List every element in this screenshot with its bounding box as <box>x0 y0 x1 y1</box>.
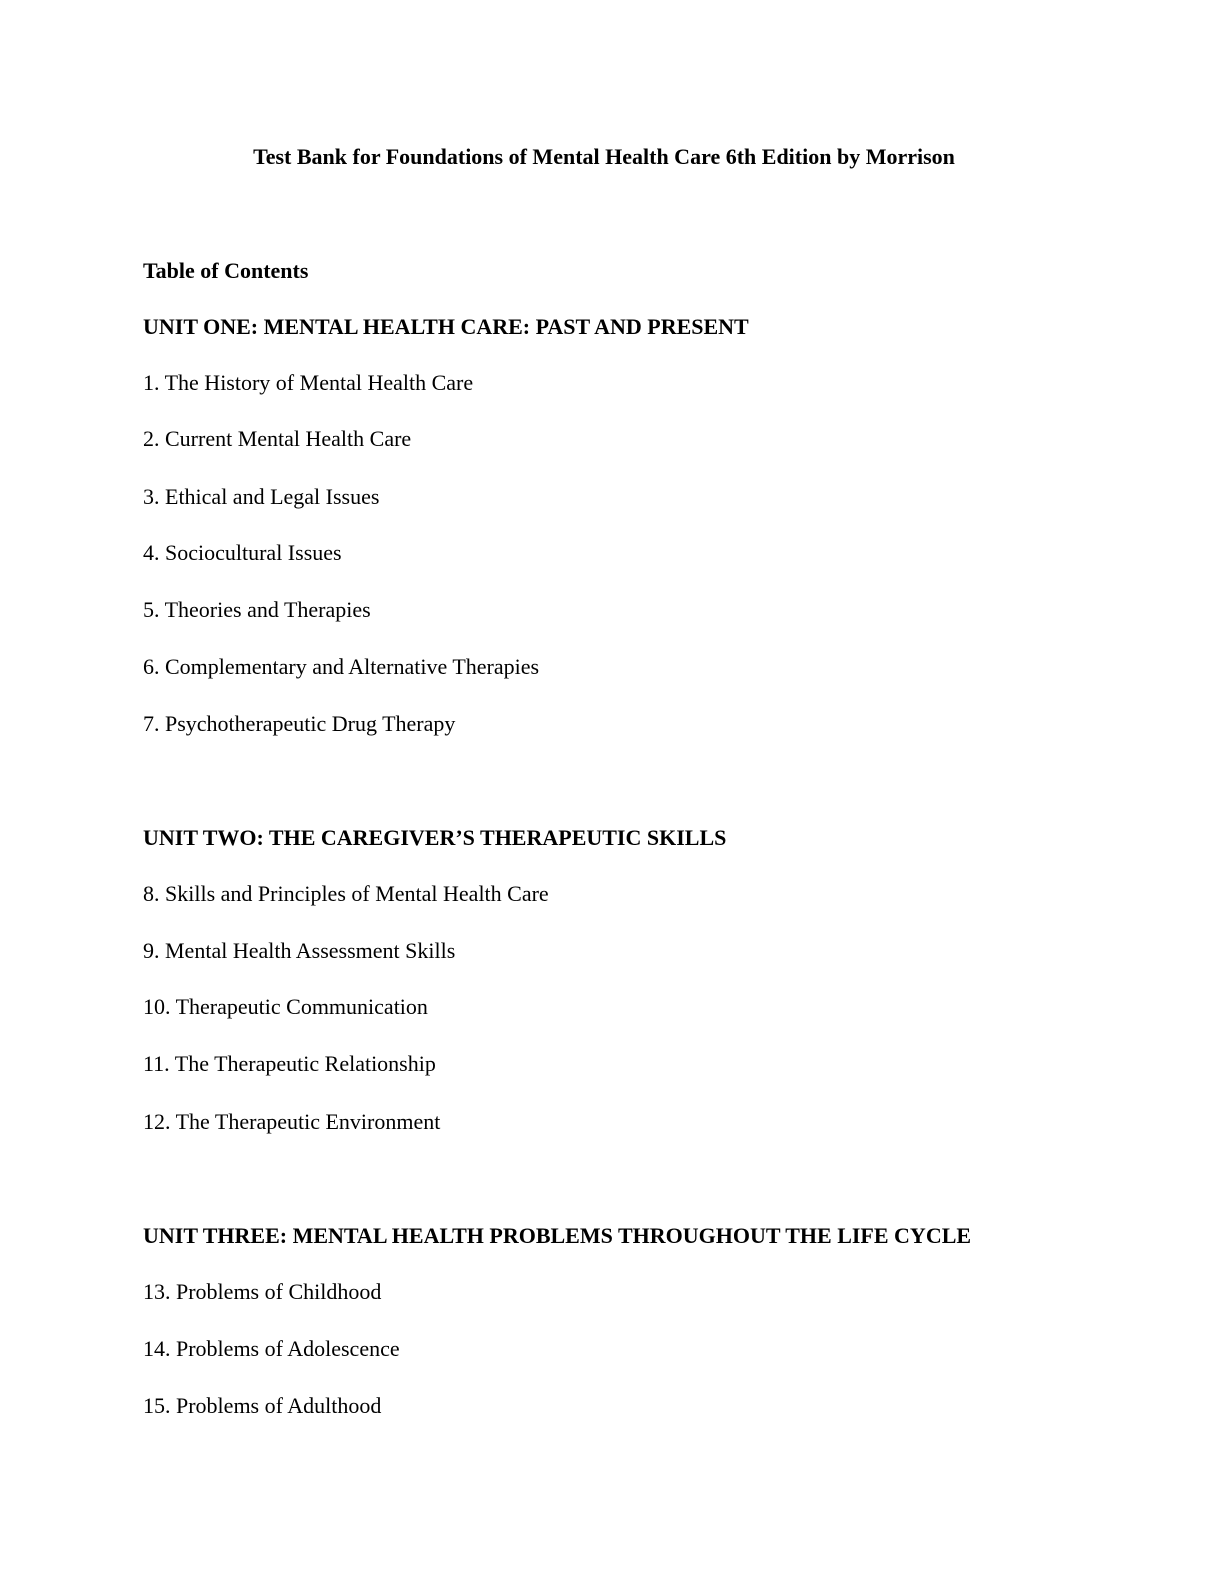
unit-heading-three: UNIT THREE: MENTAL HEALTH PROBLEMS THROUGHOUT THE LIFE CYCLE <box>143 1223 972 1248</box>
chapter-item: 9. Mental Health Assessment Skills <box>143 938 456 963</box>
chapter-item: 14. Problems of Adolescence <box>143 1336 400 1361</box>
chapter-item: 5. Theories and Therapies <box>143 597 371 622</box>
chapter-item: 4. Sociocultural Issues <box>143 540 342 565</box>
chapter-item: 15. Problems of Adulthood <box>143 1393 382 1418</box>
unit-heading-one: UNIT ONE: MENTAL HEALTH CARE: PAST AND PRESENT <box>143 314 749 339</box>
chapter-item: 10. Therapeutic Communication <box>143 994 428 1019</box>
document-title: Test Bank for Foundations of Mental Health Care 6th Edition by Morrison <box>253 144 955 169</box>
chapter-item: 8. Skills and Principles of Mental Health Care <box>143 881 549 906</box>
chapter-item: 3. Ethical and Legal Issues <box>143 484 380 509</box>
chapter-item: 13. Problems of Childhood <box>143 1279 382 1304</box>
chapter-item: 11. The Therapeutic Relationship <box>143 1051 436 1076</box>
toc-heading: Table of Contents <box>143 258 309 283</box>
chapter-item: 2. Current Mental Health Care <box>143 426 412 451</box>
unit-heading-two: UNIT TWO: THE CAREGIVER’S THERAPEUTIC SKILLS <box>143 825 727 850</box>
chapter-item: 6. Complementary and Alternative Therapies <box>143 654 540 679</box>
chapter-item: 1. The History of Mental Health Care <box>143 370 474 395</box>
chapter-item: 7. Psychotherapeutic Drug Therapy <box>143 711 456 736</box>
chapter-item: 12. The Therapeutic Environment <box>143 1109 441 1134</box>
